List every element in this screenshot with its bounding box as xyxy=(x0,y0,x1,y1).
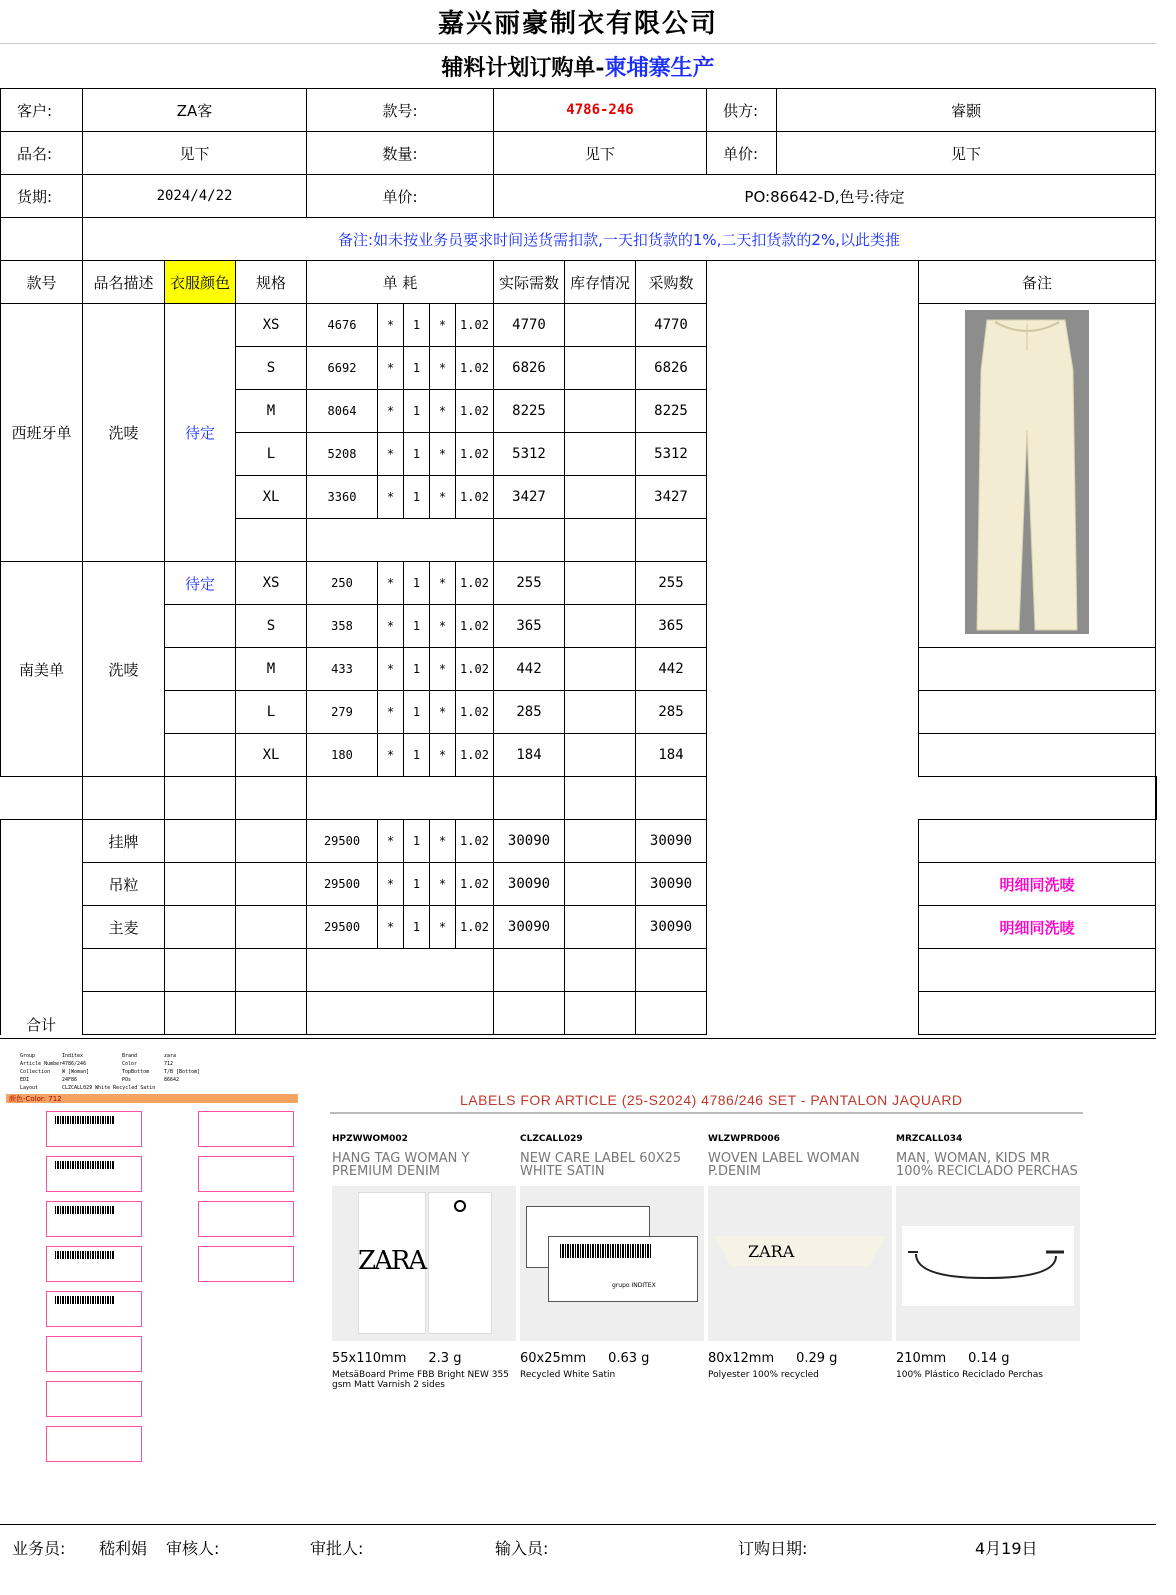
mult-cell: * xyxy=(378,906,404,949)
need-cell: 365 xyxy=(494,605,565,648)
qty-cell: 279 xyxy=(307,691,378,734)
group-name: 南美单 xyxy=(1,562,83,777)
care-text-label xyxy=(46,1426,142,1462)
mult-cell: * xyxy=(430,562,456,605)
barcode-label xyxy=(46,1291,142,1327)
sheet-field: Article Number xyxy=(20,1061,63,1067)
size-cell: S xyxy=(236,605,307,648)
col-desc: 品名描述 xyxy=(83,261,165,304)
label-material: Recycled White Satin xyxy=(520,1370,616,1380)
mult-cell: * xyxy=(378,304,404,347)
unitprice-label: 单价: xyxy=(707,132,777,175)
group-name: 西班牙单 xyxy=(1,304,83,562)
need-cell: 30090 xyxy=(494,906,565,949)
mult-cell: * xyxy=(378,605,404,648)
group-desc: 洗唛 xyxy=(83,562,165,777)
qty-cell: 3360 xyxy=(307,476,378,519)
accessory-desc: 吊粒 xyxy=(83,863,165,906)
care-text-label xyxy=(46,1336,142,1372)
label-spec-woven xyxy=(708,1134,892,1380)
need-cell: 8225 xyxy=(494,390,565,433)
factor-cell: 1.02 xyxy=(456,648,494,691)
zara-logo: ZARA xyxy=(358,1246,426,1276)
barcode-label xyxy=(46,1246,142,1282)
mult-cell: * xyxy=(378,433,404,476)
product-value: 见下 xyxy=(83,132,307,175)
buy-cell: 184 xyxy=(636,734,707,777)
mult-cell: * xyxy=(430,304,456,347)
factor-cell: 1 xyxy=(404,433,430,476)
col-usage: 单 耗 xyxy=(307,261,494,304)
sheet-value: 4786/246 xyxy=(62,1061,87,1067)
qty-cell: 6692 xyxy=(307,347,378,390)
label-code: CLZCALL029 xyxy=(520,1134,583,1144)
total-label: 合计 xyxy=(25,1015,56,1034)
need-cell: 255 xyxy=(494,562,565,605)
mult-cell: * xyxy=(378,863,404,906)
mult-cell: * xyxy=(430,691,456,734)
sheet-value: CLZCALL029 White Recycled Satin xyxy=(62,1085,156,1091)
label-weight: 0.29 g xyxy=(796,1351,838,1366)
supplier-value: 睿颢 xyxy=(777,89,1156,132)
buy-cell: 30090 xyxy=(636,820,707,863)
mult-cell: * xyxy=(378,562,404,605)
buy-cell: 30090 xyxy=(636,906,707,949)
factor-cell: 1 xyxy=(404,820,430,863)
factor-cell: 1.02 xyxy=(456,691,494,734)
factor-cell: 1 xyxy=(404,476,430,519)
need-cell: 285 xyxy=(494,691,565,734)
size-cell: XS xyxy=(236,562,307,605)
accessory-desc: 主麦 xyxy=(83,906,165,949)
size-cell: M xyxy=(236,648,307,691)
qty-cell: 5208 xyxy=(307,433,378,476)
label-size: 55x110mm xyxy=(332,1351,407,1366)
mult-cell: * xyxy=(378,734,404,777)
size-cell: XS xyxy=(236,304,307,347)
clerk-value: 嵇利娟 xyxy=(99,1539,148,1558)
factor-cell: 1.02 xyxy=(456,347,494,390)
buy-cell: 4770 xyxy=(636,304,707,347)
factor-cell: 1.02 xyxy=(456,304,494,347)
qty-cell: 358 xyxy=(307,605,378,648)
mult-cell: * xyxy=(430,906,456,949)
hole-icon xyxy=(454,1200,466,1212)
label-code: MRZCALL034 xyxy=(896,1134,963,1144)
doc-title-prefix: 辅料计划订购单- xyxy=(441,54,605,81)
buy-cell: 5312 xyxy=(636,433,707,476)
label-weight: 2.3 g xyxy=(428,1351,462,1366)
sheet-value: 86642 xyxy=(164,1077,180,1083)
barcode-label xyxy=(46,1111,142,1147)
size-cell: L xyxy=(236,691,307,734)
label-material: Polyester 100% recycled xyxy=(708,1370,819,1380)
supplier-label: 供方: xyxy=(707,89,777,132)
label-code: WLZWPRD006 xyxy=(708,1134,780,1144)
mult-cell: * xyxy=(378,691,404,734)
labels-spec-panel xyxy=(330,1084,1086,1424)
label-spec-care xyxy=(520,1134,704,1380)
col-style: 款号 xyxy=(1,261,83,304)
customer-label: 客户: xyxy=(1,89,83,132)
garment-photo xyxy=(965,310,1089,634)
buy-cell: 30090 xyxy=(636,863,707,906)
group-desc: 洗唛 xyxy=(83,304,165,562)
col-purchase: 采购数 xyxy=(636,261,707,304)
care-label-image xyxy=(520,1186,704,1341)
size-cell: L xyxy=(236,433,307,476)
need-cell: 3427 xyxy=(494,476,565,519)
need-cell: 442 xyxy=(494,648,565,691)
factor-cell: 1 xyxy=(404,648,430,691)
sheet-value: 712 xyxy=(164,1061,174,1067)
label-material: 100% Plástico Reciclado Perchas xyxy=(896,1370,1043,1380)
factor-cell: 1 xyxy=(404,691,430,734)
reviewer-label: 审核人: xyxy=(166,1539,220,1558)
mult-cell: * xyxy=(378,347,404,390)
mult-cell: * xyxy=(378,648,404,691)
need-cell: 5312 xyxy=(494,433,565,476)
factor-cell: 1 xyxy=(404,906,430,949)
mult-cell: * xyxy=(430,820,456,863)
factor-cell: 1.02 xyxy=(456,562,494,605)
col-stock: 库存情况 xyxy=(565,261,636,304)
sheet-field: Collection xyxy=(20,1069,51,1075)
qty-value: 见下 xyxy=(494,132,707,175)
label-material: MetsäBoard Prime FBB Bright NEW 355 gsm Matt Varnish 2 sides xyxy=(332,1370,509,1390)
approver-label: 审批人: xyxy=(310,1539,364,1558)
label-name: MAN, WOMAN, KIDS MR 100% RECICLADO PERCHAS xyxy=(896,1151,1078,1179)
loop-string-icon xyxy=(896,1186,1080,1341)
group-color: 待定 xyxy=(165,304,236,562)
accessory-note: 明细同洗唛 xyxy=(919,906,1156,949)
sheet-value: Inditex xyxy=(62,1053,84,1059)
sheet-value: T/B [Bottom] xyxy=(164,1069,201,1075)
label-code: HPZWWOM002 xyxy=(332,1134,408,1144)
barcode-label xyxy=(46,1201,142,1237)
mult-cell: * xyxy=(430,433,456,476)
label-spec-string xyxy=(896,1134,1080,1380)
mult-cell: * xyxy=(378,390,404,433)
label-weight: 0.63 g xyxy=(608,1351,650,1366)
buy-cell: 285 xyxy=(636,691,707,734)
size-cell: S xyxy=(236,347,307,390)
mult-cell: * xyxy=(430,390,456,433)
sheet-value: W [Woman] xyxy=(62,1069,90,1075)
hangtag-image xyxy=(332,1186,516,1341)
date-label: 订购日期: xyxy=(738,1539,808,1558)
factor-cell: 1 xyxy=(404,734,430,777)
size-cell: XL xyxy=(236,734,307,777)
string-image xyxy=(896,1186,1080,1341)
qty-cell: 250 xyxy=(307,562,378,605)
zara-logo: ZARA xyxy=(748,1242,795,1261)
customer-value: ZA客 xyxy=(83,89,307,132)
unitprice2-label: 单价: xyxy=(307,175,494,218)
accessory-note xyxy=(919,820,1156,863)
factor-cell: 1.02 xyxy=(456,433,494,476)
col-size: 规格 xyxy=(236,261,307,304)
sheet-field: TopBottom xyxy=(122,1069,150,1075)
sheet-field: POs xyxy=(122,1077,132,1083)
signature-footer xyxy=(0,1525,1156,1565)
care-symbol-label xyxy=(198,1246,294,1282)
qty-cell: 4676 xyxy=(307,304,378,347)
factor-cell: 1 xyxy=(404,390,430,433)
mult-cell: * xyxy=(430,648,456,691)
buy-cell: 365 xyxy=(636,605,707,648)
accessory-note: 明细同洗唛 xyxy=(919,863,1156,906)
need-cell: 30090 xyxy=(494,863,565,906)
buy-cell: 255 xyxy=(636,562,707,605)
need-cell: 6826 xyxy=(494,347,565,390)
col-note: 备注 xyxy=(919,261,1156,304)
buy-cell: 6826 xyxy=(636,347,707,390)
po-value: PO:86642-D,色号:待定 xyxy=(494,175,1156,218)
qty-cell: 29500 xyxy=(307,820,378,863)
woven-label-image xyxy=(708,1186,892,1341)
document-title xyxy=(0,44,1156,88)
label-size: 80x12mm xyxy=(708,1351,775,1366)
qty-cell: 433 xyxy=(307,648,378,691)
factor-cell: 1.02 xyxy=(456,605,494,648)
mult-cell: * xyxy=(430,605,456,648)
buy-cell: 442 xyxy=(636,648,707,691)
sheet-field: Layout xyxy=(20,1085,39,1091)
date-value: 4月19日 xyxy=(975,1539,1038,1558)
factor-cell: 1.02 xyxy=(456,734,494,777)
label-spec-hangtag xyxy=(332,1134,516,1390)
style-label: 款号: xyxy=(307,89,494,132)
mult-cell: * xyxy=(378,476,404,519)
need-cell: 30090 xyxy=(494,820,565,863)
company-title: 嘉兴丽豪制衣有限公司 xyxy=(0,0,1156,44)
need-cell: 184 xyxy=(494,734,565,777)
labels-title: LABELS FOR ARTICLE (25-S2024) 4786/246 SET - PANTALON JAQUARD xyxy=(460,1092,963,1108)
mult-cell: * xyxy=(430,863,456,906)
style-value: 4786-246 xyxy=(494,89,707,132)
barcode-label-sheet xyxy=(6,1046,298,1466)
inditex-logo: grupo INDITEX xyxy=(612,1282,656,1289)
qty-cell: 180 xyxy=(307,734,378,777)
need-cell: 4770 xyxy=(494,304,565,347)
sheet-field: Brand xyxy=(122,1053,138,1059)
mult-cell: * xyxy=(430,347,456,390)
col-need: 实际需数 xyxy=(494,261,565,304)
remark: 备注:如未按业务员要求时间送货需扣款,一天扣货款的1%,二天扣货款的2%,以此类推 xyxy=(83,218,1156,261)
qty-cell: 29500 xyxy=(307,906,378,949)
qty-cell: 29500 xyxy=(307,863,378,906)
sheet-field: Color xyxy=(122,1061,138,1067)
buy-cell: 3427 xyxy=(636,476,707,519)
group-color: 待定 xyxy=(165,562,236,605)
factor-cell: 1 xyxy=(404,347,430,390)
care-symbol-label xyxy=(198,1201,294,1237)
doc-title-suffix: 柬埔寨生产 xyxy=(604,54,715,81)
mult-cell: * xyxy=(430,734,456,777)
input-label: 输入员: xyxy=(495,1539,549,1558)
sheet-value: 24F86 xyxy=(62,1077,78,1083)
sheet-field: EDI xyxy=(20,1077,30,1083)
label-name: WOVEN LABEL WOMAN P.DENIM xyxy=(708,1151,860,1179)
factor-cell: 1.02 xyxy=(456,906,494,949)
delivery-label: 货期: xyxy=(1,175,83,218)
sheet-field: Group xyxy=(20,1053,36,1059)
label-size: 60x25mm xyxy=(520,1351,587,1366)
clerk-label: 业务员: xyxy=(12,1539,66,1558)
barcode-icon xyxy=(560,1244,652,1258)
mult-cell: * xyxy=(378,820,404,863)
factor-cell: 1.02 xyxy=(456,390,494,433)
qty-label: 数量: xyxy=(307,132,494,175)
label-size: 210mm xyxy=(896,1351,947,1366)
factor-cell: 1 xyxy=(404,863,430,906)
unitprice-value: 见下 xyxy=(777,132,1156,175)
product-label: 品名: xyxy=(1,132,83,175)
sheet-value: zara xyxy=(164,1053,177,1059)
care-text-label xyxy=(198,1111,294,1147)
barcode-label xyxy=(46,1156,142,1192)
col-color: 衣服颜色 xyxy=(165,261,236,304)
label-name: NEW CARE LABEL 60X25 WHITE SATIN xyxy=(520,1151,682,1179)
care-text-label xyxy=(46,1381,142,1417)
label-name: HANG TAG WOMAN Y PREMIUM DENIM xyxy=(332,1151,470,1179)
factor-cell: 1.02 xyxy=(456,863,494,906)
mult-cell: * xyxy=(430,476,456,519)
size-cell: M xyxy=(236,390,307,433)
qty-cell: 8064 xyxy=(307,390,378,433)
care-text-label xyxy=(198,1156,294,1192)
factor-cell: 1 xyxy=(404,562,430,605)
factor-cell: 1.02 xyxy=(456,476,494,519)
factor-cell: 1 xyxy=(404,304,430,347)
accessory-desc: 挂牌 xyxy=(83,820,165,863)
factor-cell: 1.02 xyxy=(456,820,494,863)
sheet-color-bar: 颜色-Color: 712 xyxy=(6,1094,298,1103)
buy-cell: 8225 xyxy=(636,390,707,433)
size-cell: XL xyxy=(236,476,307,519)
delivery-value: 2024/4/22 xyxy=(83,175,307,218)
factor-cell: 1 xyxy=(404,605,430,648)
label-weight: 0.14 g xyxy=(968,1351,1010,1366)
